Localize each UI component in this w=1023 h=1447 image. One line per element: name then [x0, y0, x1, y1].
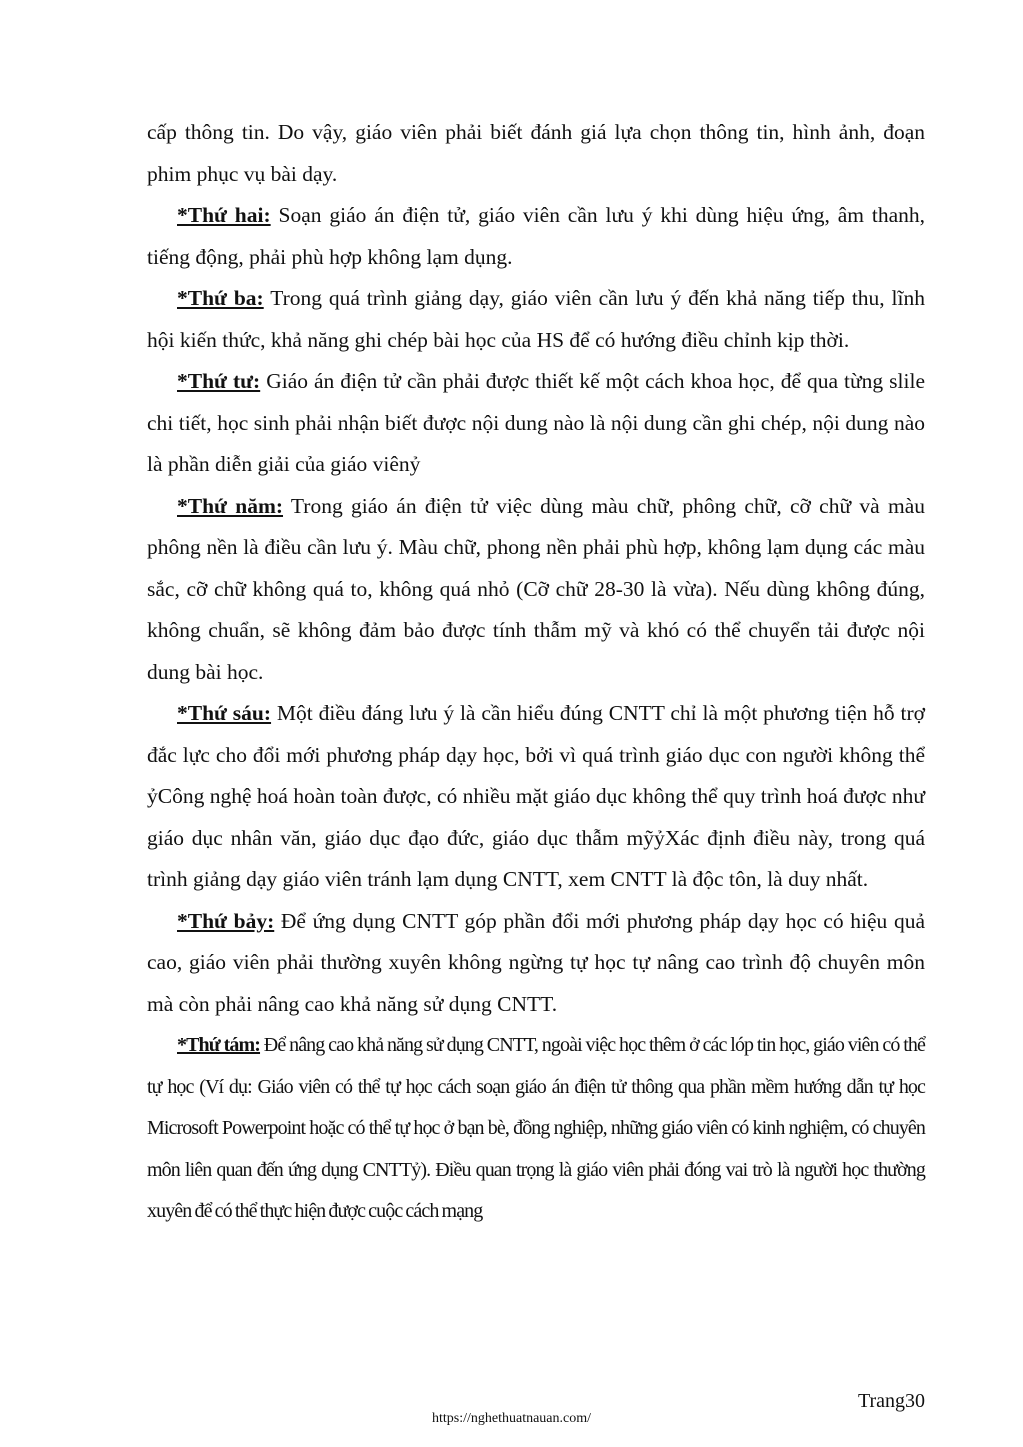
paragraph-continuation — [147, 112, 925, 195]
paragraph-thu-tu — [147, 361, 925, 486]
paragraph-thu-ba — [147, 278, 925, 361]
paragraph-text: Một điều đáng lưu ý là cần hiểu đúng CNTT chỉ là một phương tiện hỗ trợ đắc lực cho đổi mới phương pháp dạy học, bởi vì quá trình giáo dục con người không thể ỷCông nghệ hoá hoàn toàn được, có nhiều mặt giáo dục không thể quy trình hoá được như giáo dục nhân văn, giáo dục đạo đức, giáo dục thẫm mỹỷXác định điều này, trong quá trình giảng dạy giáo viên tránh lạm dụng CNTT, xem CNTT là độc tôn, là duy nhất. — [147, 701, 925, 891]
paragraph-text: Để nâng cao khả năng sử dụng CNTT, ngoài việc học thêm ở các lóp tin học, giáo viên có thể tự học (Ví dụ: Giáo viên có thể tự học cách soạn giáo án điện tử thông qua phần mềm hướng dẫn tự học Microsoft Powerpoint hoặc có thể tự học ở bạn bè, đồng nghiệp, những giáo viên có kinh nghiệm, có chuyên môn liên quan đến ứng dụng CNTTỷ). Điều quan trọng là giáo viên phải đóng vai trò là người học thường xuyên để có thể thực hiện được cuộc cách mạng — [147, 1034, 925, 1222]
paragraph-heading: *Thứ hai: — [177, 203, 271, 227]
paragraph-text: Giáo án điện tử cần phải được thiết kế một cách khoa học, để qua từng slile chi tiết, học sinh phải nhận biết được nội dung nào là nội dung cần ghi chép, nội dung nào là phần diễn giải của giáo viênỷ — [147, 369, 926, 476]
document-body — [147, 112, 925, 1233]
paragraph-thu-hai — [147, 195, 925, 278]
paragraph-heading: *Thứ tư: — [177, 369, 261, 393]
paragraph-text: Trong quá trình giảng dạy, giáo viên cần lưu ý đến khả năng tiếp thu, lĩnh hội kiến thức, khả năng ghi chép bài học của HS để có hướng điều chỉnh kịp thời. — [147, 286, 925, 352]
footer-url[interactable]: https://nghethuatnauan.com/ — [431, 1411, 592, 1426]
paragraph-thu-nam — [147, 486, 925, 694]
paragraph-thu-tam — [147, 1025, 925, 1233]
page-number: Trang30 — [857, 1390, 925, 1412]
paragraph-heading: *Thứ bảy: — [177, 908, 275, 933]
paragraph-heading: *Thứ ba: — [177, 286, 264, 310]
paragraph-heading: *Thứ sáu: — [177, 701, 272, 725]
paragraph-text: Trong giáo án điện tử việc dùng màu chữ, phông chữ, cỡ chữ và màu phông nền là điều cần lưu ý. Màu chữ, phong nền phải phù hợp, không lạm dụng các màu sắc, cỡ chữ không quá to, không quá nhỏ (Cỡ chữ 28-30 là vừa). Nếu dùng không đúng, không chuẩn, sẽ không đảm bảo được tính thẫm mỹ và khó có thể chuyển tải được nội dung bài học. — [147, 493, 925, 684]
paragraph-text: Soạn giáo án điện tử, giáo viên cần lưu ý khi dùng hiệu ứng, âm thanh, tiếng động, phải phù hợp không lạm dụng. — [147, 203, 925, 269]
paragraph-heading: *Thứ tám: — [177, 1034, 261, 1056]
paragraph-text: cấp thông tin. Do vậy, giáo viên phải biết đánh giá lựa chọn thông tin, hình ảnh, đoạn phim phục vụ bài dạy. — [147, 120, 925, 186]
paragraph-thu-bay — [147, 901, 925, 1026]
paragraph-heading: *Thứ năm: — [177, 493, 284, 518]
paragraph-thu-sau — [147, 693, 925, 901]
paragraph-text: Để ứng dụng CNTT góp phần đổi mới phương pháp dạy học có hiệu quả cao, giáo viên phải thường xuyên không ngừng tự học tự nâng cao trình độ chuyên môn mà còn phải nâng cao khả năng sử dụng CNTT. — [147, 908, 925, 1016]
